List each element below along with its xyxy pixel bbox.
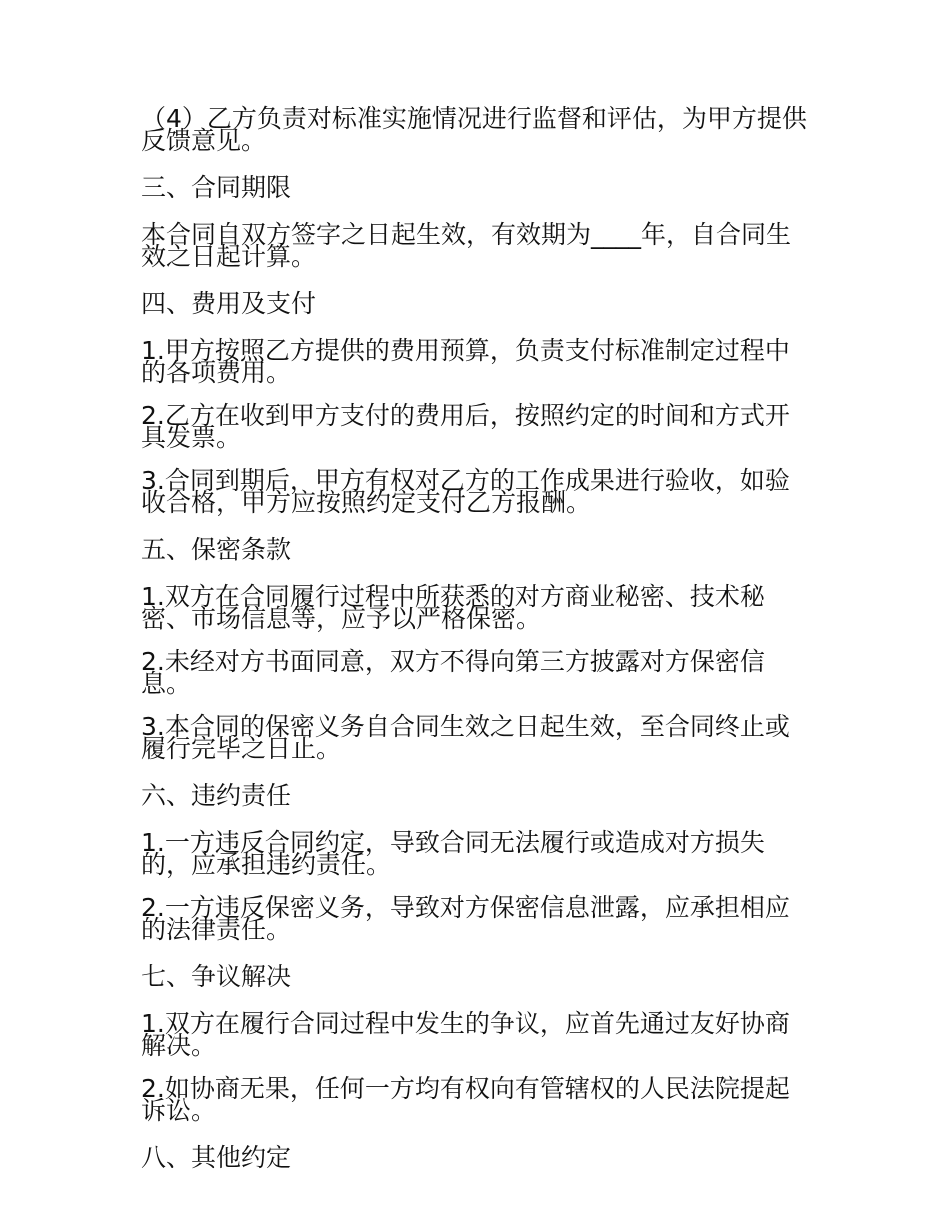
paragraph-fees-3: 3.合同到期后，甲方有权对乙方的工作成果进行验收，如验收合格，甲方应按照约定支付乙方报酬。: [141, 466, 790, 517]
paragraph-liability-2: 2.一方违反保密义务，导致对方保密信息泄露，应承担相应的法律责任。: [141, 893, 790, 944]
paragraph-confidentiality-2: 2.未经对方书面同意，双方不得向第三方披露对方保密信息。: [141, 647, 765, 698]
paragraph-dispute-1: 1.双方在履行合同过程中发生的争议，应首先通过友好协商解决。: [141, 1009, 790, 1060]
paragraph-confidentiality-1: 1.双方在合同履行过程中所获悉的对方商业秘密、技术秘密、市场信息等，应予以严格保密。: [141, 582, 765, 633]
section-heading-fees: 四、费用及支付: [141, 289, 317, 318]
paragraph-term: 本合同自双方签字之日起生效，有效期为____年，自合同生效之日起计算。: [141, 220, 792, 271]
paragraph-4-supervision: （4）乙方负责对标准实施情况进行监督和评估，为甲方提供反馈意见。: [141, 104, 807, 155]
paragraph-fees-1: 1.甲方按照乙方提供的费用预算，负责支付标准制定过程中的各项费用。: [141, 336, 790, 387]
section-heading-dispute: 七、争议解决: [141, 962, 292, 991]
section-heading-liability: 六、违约责任: [141, 781, 292, 810]
section-heading-other: 八、其他约定: [141, 1143, 292, 1172]
document-body: [141, 104, 811, 1194]
paragraph-confidentiality-3: 3.本合同的保密义务自合同生效之日起生效，至合同终止或履行完毕之日止。: [141, 712, 790, 763]
section-heading-confidentiality: 五、保密条款: [141, 535, 292, 564]
paragraph-fees-2: 2.乙方在收到甲方支付的费用后，按照约定的时间和方式开具发票。: [141, 401, 790, 452]
section-heading-term: 三、合同期限: [141, 173, 292, 202]
paragraph-liability-1: 1.一方违反合同约定，导致合同无法履行或造成对方损失的，应承担违约责任。: [141, 828, 765, 879]
paragraph-dispute-2: 2.如协商无果，任何一方均有权向有管辖权的人民法院提起诉讼。: [141, 1074, 790, 1125]
